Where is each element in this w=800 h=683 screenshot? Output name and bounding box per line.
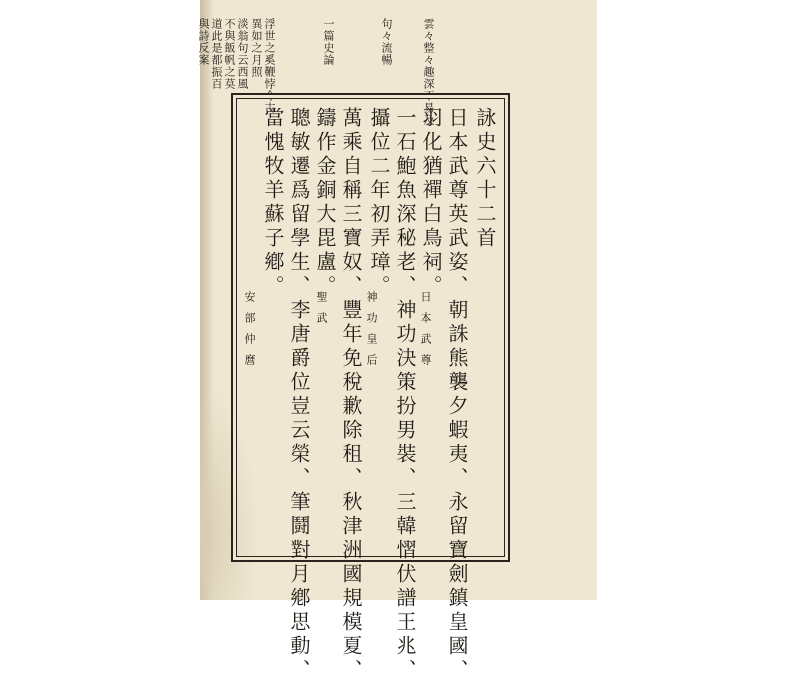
headnote-3: 一篇史論 <box>322 18 335 66</box>
headnote-7: 不與飯帆之莫 <box>223 18 236 90</box>
poem-line-4: 攝位二年初弄璋。 <box>367 107 391 299</box>
annotation-1: 日本武尊 <box>419 291 432 375</box>
headnote-9: 與詩反案 <box>197 18 210 66</box>
poem-line-3: 一石鮑魚深秘老、神功決策扮男裝、三韓慴伏譜王兆、 <box>393 107 417 683</box>
poem-frame <box>231 93 510 683</box>
poem-line-8: 當愧牧羊蘇子鄕。 <box>261 107 285 299</box>
headnote-2: 句々流暢 <box>380 18 393 66</box>
headnote-5: 異如之月照 <box>250 18 263 78</box>
annotation-3: 聖武 <box>315 291 328 333</box>
headnote-4: 浮世之奚鞭悖今古 <box>263 18 276 114</box>
poem-title: 詠史六十二首 <box>473 107 497 251</box>
poem-line-5: 萬乘自稱三寶奴、豐年免稅歉除租、秋津洲國規模夏、 <box>339 107 363 683</box>
poem-line-2: 羽化猶禪白鳥祠。 <box>419 107 443 299</box>
poem-line-7: 聰敏遷爲留學生、李唐爵位豈云榮、筆鬪對月鄕思動、 <box>287 107 311 683</box>
poem-line-6: 鑄作金銅大毘盧。 <box>313 107 337 299</box>
book-page <box>197 0 597 683</box>
headnote-1: 雲々整々趣深不易及 <box>422 18 435 126</box>
annotation-2: 神功皇后 <box>365 291 378 375</box>
headnote-6: 淡翁句云西風 <box>236 18 249 90</box>
poem-line-1: 日本武尊英武姿、朝誅熊襲夕蝦夷、永留寶劍鎮皇國、 <box>445 107 469 683</box>
headnote-8: 道此是都振百 <box>210 18 223 90</box>
author-name: 安部仲麿 <box>243 291 256 375</box>
